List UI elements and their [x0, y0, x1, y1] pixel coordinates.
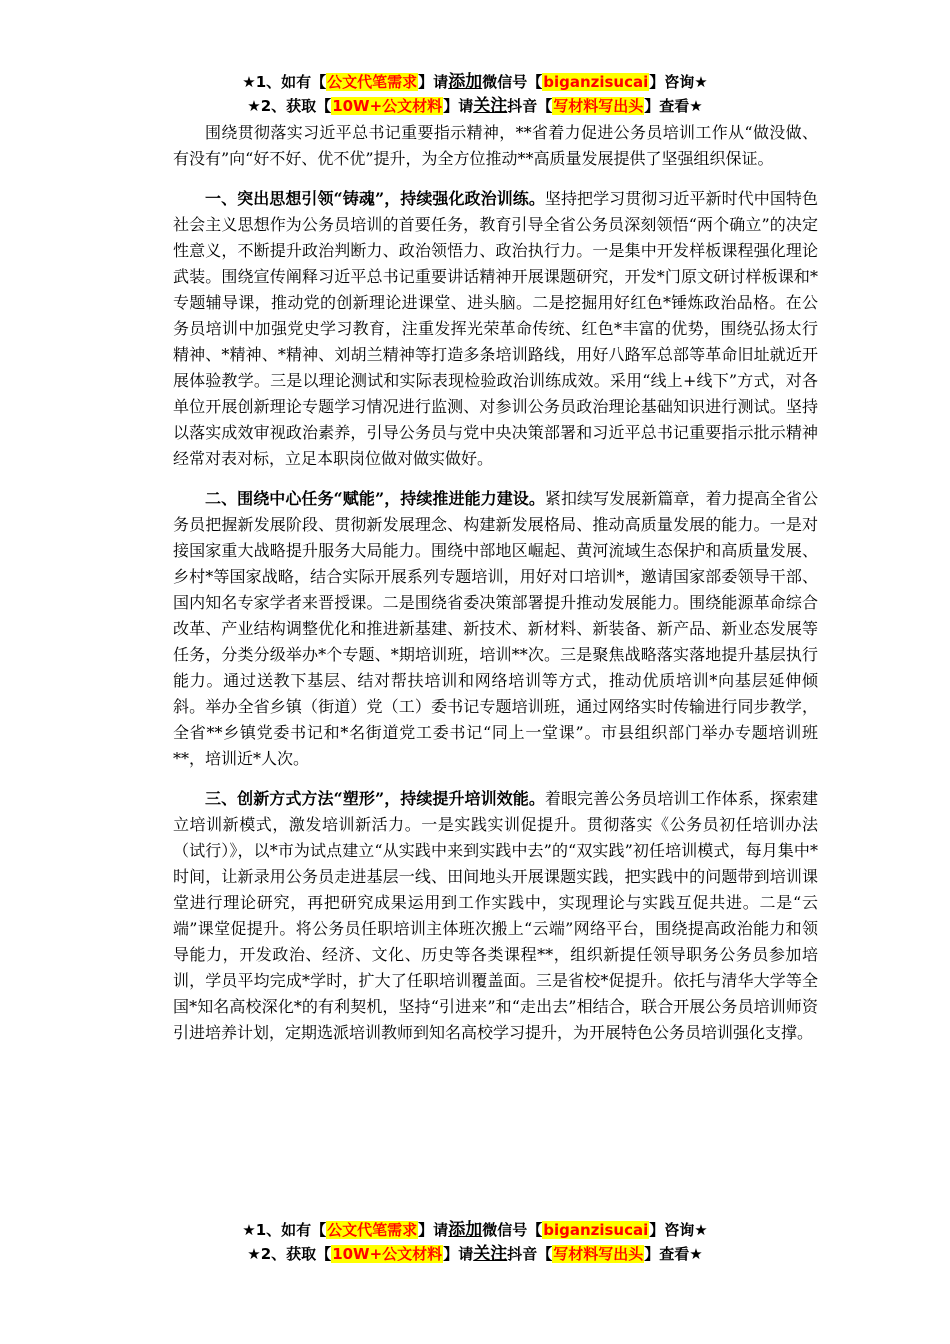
- promo-emphasis: 添加: [448, 1220, 483, 1240]
- promo-text: 】请: [418, 73, 449, 91]
- promo-line-1: [0, 1218, 950, 1242]
- promo-text: ★2、获取【: [247, 97, 332, 115]
- promo-highlight: biganzisucai: [543, 73, 649, 91]
- promo-text: 】咨询★: [649, 73, 708, 91]
- promo-text: 微信号【: [482, 73, 543, 91]
- promo-text: 】查看★: [644, 1245, 703, 1263]
- promo-text: 】查看★: [644, 97, 703, 115]
- promo-text: 抖音【: [507, 1245, 553, 1263]
- promo-text: ★1、如有【: [242, 73, 327, 91]
- promo-highlight: 公文代笔需求: [327, 73, 418, 91]
- section-heading: 二、围绕中心任务“赋能”，持续推进能力建设。: [205, 489, 545, 508]
- section-heading: 三、创新方式方法“塑形”，持续提升培训效能。: [205, 789, 545, 808]
- section-paragraph-2: [173, 486, 818, 772]
- section-text: 坚持把学习贯彻习近平新时代中国特色社会主义思想作为公务员培训的首要任务，教育引导全省公务员深刻领悟“两个确立”的决定性意义，不断提升政治判断力、政治领悟力、政治执行力。一是集中开发样板课程强化理论武装。围绕宣传阐释习近平总书记重要讲话精神开展课题研究，开发*门原文研讨样板课和*专题辅导课，推动党的创新理论进课堂、进头脑。二是挖掘用好红色*锤炼政治品格。在公务员培训中加强党史学习教育，注重发挥光荣革命传统、红色*丰富的优势，围绕弘扬太行精神、*精神、*精神、刘胡兰精神等打造多条培训路线，用好八路军总部等革命旧址就近开展体验教学。三是以理论测试和实际表现检验政治训练成效。采用“线上+线下”方式，对各单位开展创新理论专题学习情况进行监测、对参训公务员政治理论基础知识进行测试。坚持以落实成效审视政治素养，引导公务员与党中央决策部署和习近平总书记重要指示批示精神经常对表对标，立足本职岗位做对做实做好。: [173, 189, 818, 468]
- promo-line-2: [0, 1242, 950, 1266]
- promo-line-1: [0, 70, 950, 94]
- promo-text: ★2、获取【: [247, 1245, 332, 1263]
- promo-highlight: 10W+公文材料: [332, 1245, 443, 1263]
- promo-line-2: [0, 94, 950, 118]
- promo-emphasis: 关注: [473, 1244, 508, 1264]
- promo-highlight: 写材料写出头: [553, 1245, 644, 1263]
- promo-highlight: 写材料写出头: [553, 97, 644, 115]
- intro-paragraph: 围绕贯彻落实习近平总书记重要指示精神，**省着力促进公务员培训工作从“做没做、有没有”向“好不好、优不优”提升，为全方位推动**高质量发展提供了坚强组织保证。: [173, 123, 818, 168]
- article-body: [173, 120, 818, 1046]
- section-text: 着眼完善公务员培训工作体系，探索建立培训新模式，激发培训新活力。一是实践实训促提升。贯彻落实《公务员初任培训办法（试行）》，以*市为试点建立“从实践中来到实践中去”的“双实践”初任培训模式，每月集中*时间，让新录用公务员走进基层一线、田间地头开展课题实践，把实践中的问题带到培训课堂进行理论研究，再把研究成果运用到工作实践中，实现理论与实践互促共进。二是“云端”课堂促提升。将公务员任职培训主体班次搬上“云端”网络平台，围绕提高政治能力和领导能力，开发政治、经济、文化、历史等各类课程**，组织新提任领导职务公务员参加培训，学员平均完成*学时，扩大了任职培训覆盖面。三是省校*促提升。依托与清华大学等全国*知名高校深化*的有利契机，坚持“引进来”和“走出去”相结合，联合开展公务员培训师资引进培养计划，定期选派培训教师到知名高校学习提升，为开展特色公务员培训强化支撑。: [173, 789, 818, 1042]
- promo-highlight: 公文代笔需求: [327, 1221, 418, 1239]
- promo-text: 】咨询★: [649, 1221, 708, 1239]
- top-promo-banner: [0, 70, 950, 118]
- promo-text: 抖音【: [507, 97, 553, 115]
- section-text: 紧扣续写发展新篇章，着力提高全省公务员把握新发展阶段、贯彻新发展理念、构建新发展格局、推动高质量发展的能力。一是对接国家重大战略提升服务大局能力。围绕中部地区崛起、黄河流域生态保护和高质量发展、乡村*等国家战略，结合实际开展系列专题培训，用好对口培训*，邀请国家部委领导干部、国内知名专家学者来晋授课。二是围绕省委决策部署提升推动发展能力。围绕能源革命综合改革、产业结构调整优化和推进新基建、新技术、新材料、新装备、新产品、新业态发展等任务，分类分级举办*个专题、*期培训班，培训**次。三是聚焦战略落实落地提升基层执行能力。通过送教下基层、结对帮扶培训和网络培训等方式，推动优质培训*向基层延伸倾斜。举办全省乡镇（街道）党（工）委书记专题培训班，通过网络实时传输进行同步教学，全省**乡镇党委书记和*名街道党工委书记“同上一堂课”。市县组织部门举办专题培训班**，培训近*人次。: [173, 489, 818, 768]
- promo-text: ★1、如有【: [242, 1221, 327, 1239]
- bottom-promo-banner: [0, 1218, 950, 1266]
- section-paragraph-1: [173, 186, 818, 472]
- promo-text: 微信号【: [482, 1221, 543, 1239]
- promo-emphasis: 添加: [448, 72, 483, 92]
- promo-emphasis: 关注: [473, 96, 508, 116]
- promo-text: 】请: [418, 1221, 449, 1239]
- promo-highlight: 10W+公文材料: [332, 97, 443, 115]
- section-heading: 一、突出思想引领“铸魂”，持续强化政治训练。: [205, 189, 545, 208]
- promo-text: 】请: [443, 1245, 474, 1263]
- section-paragraph-3: [173, 786, 818, 1046]
- promo-text: 】请: [443, 97, 474, 115]
- promo-highlight: biganzisucai: [543, 1221, 649, 1239]
